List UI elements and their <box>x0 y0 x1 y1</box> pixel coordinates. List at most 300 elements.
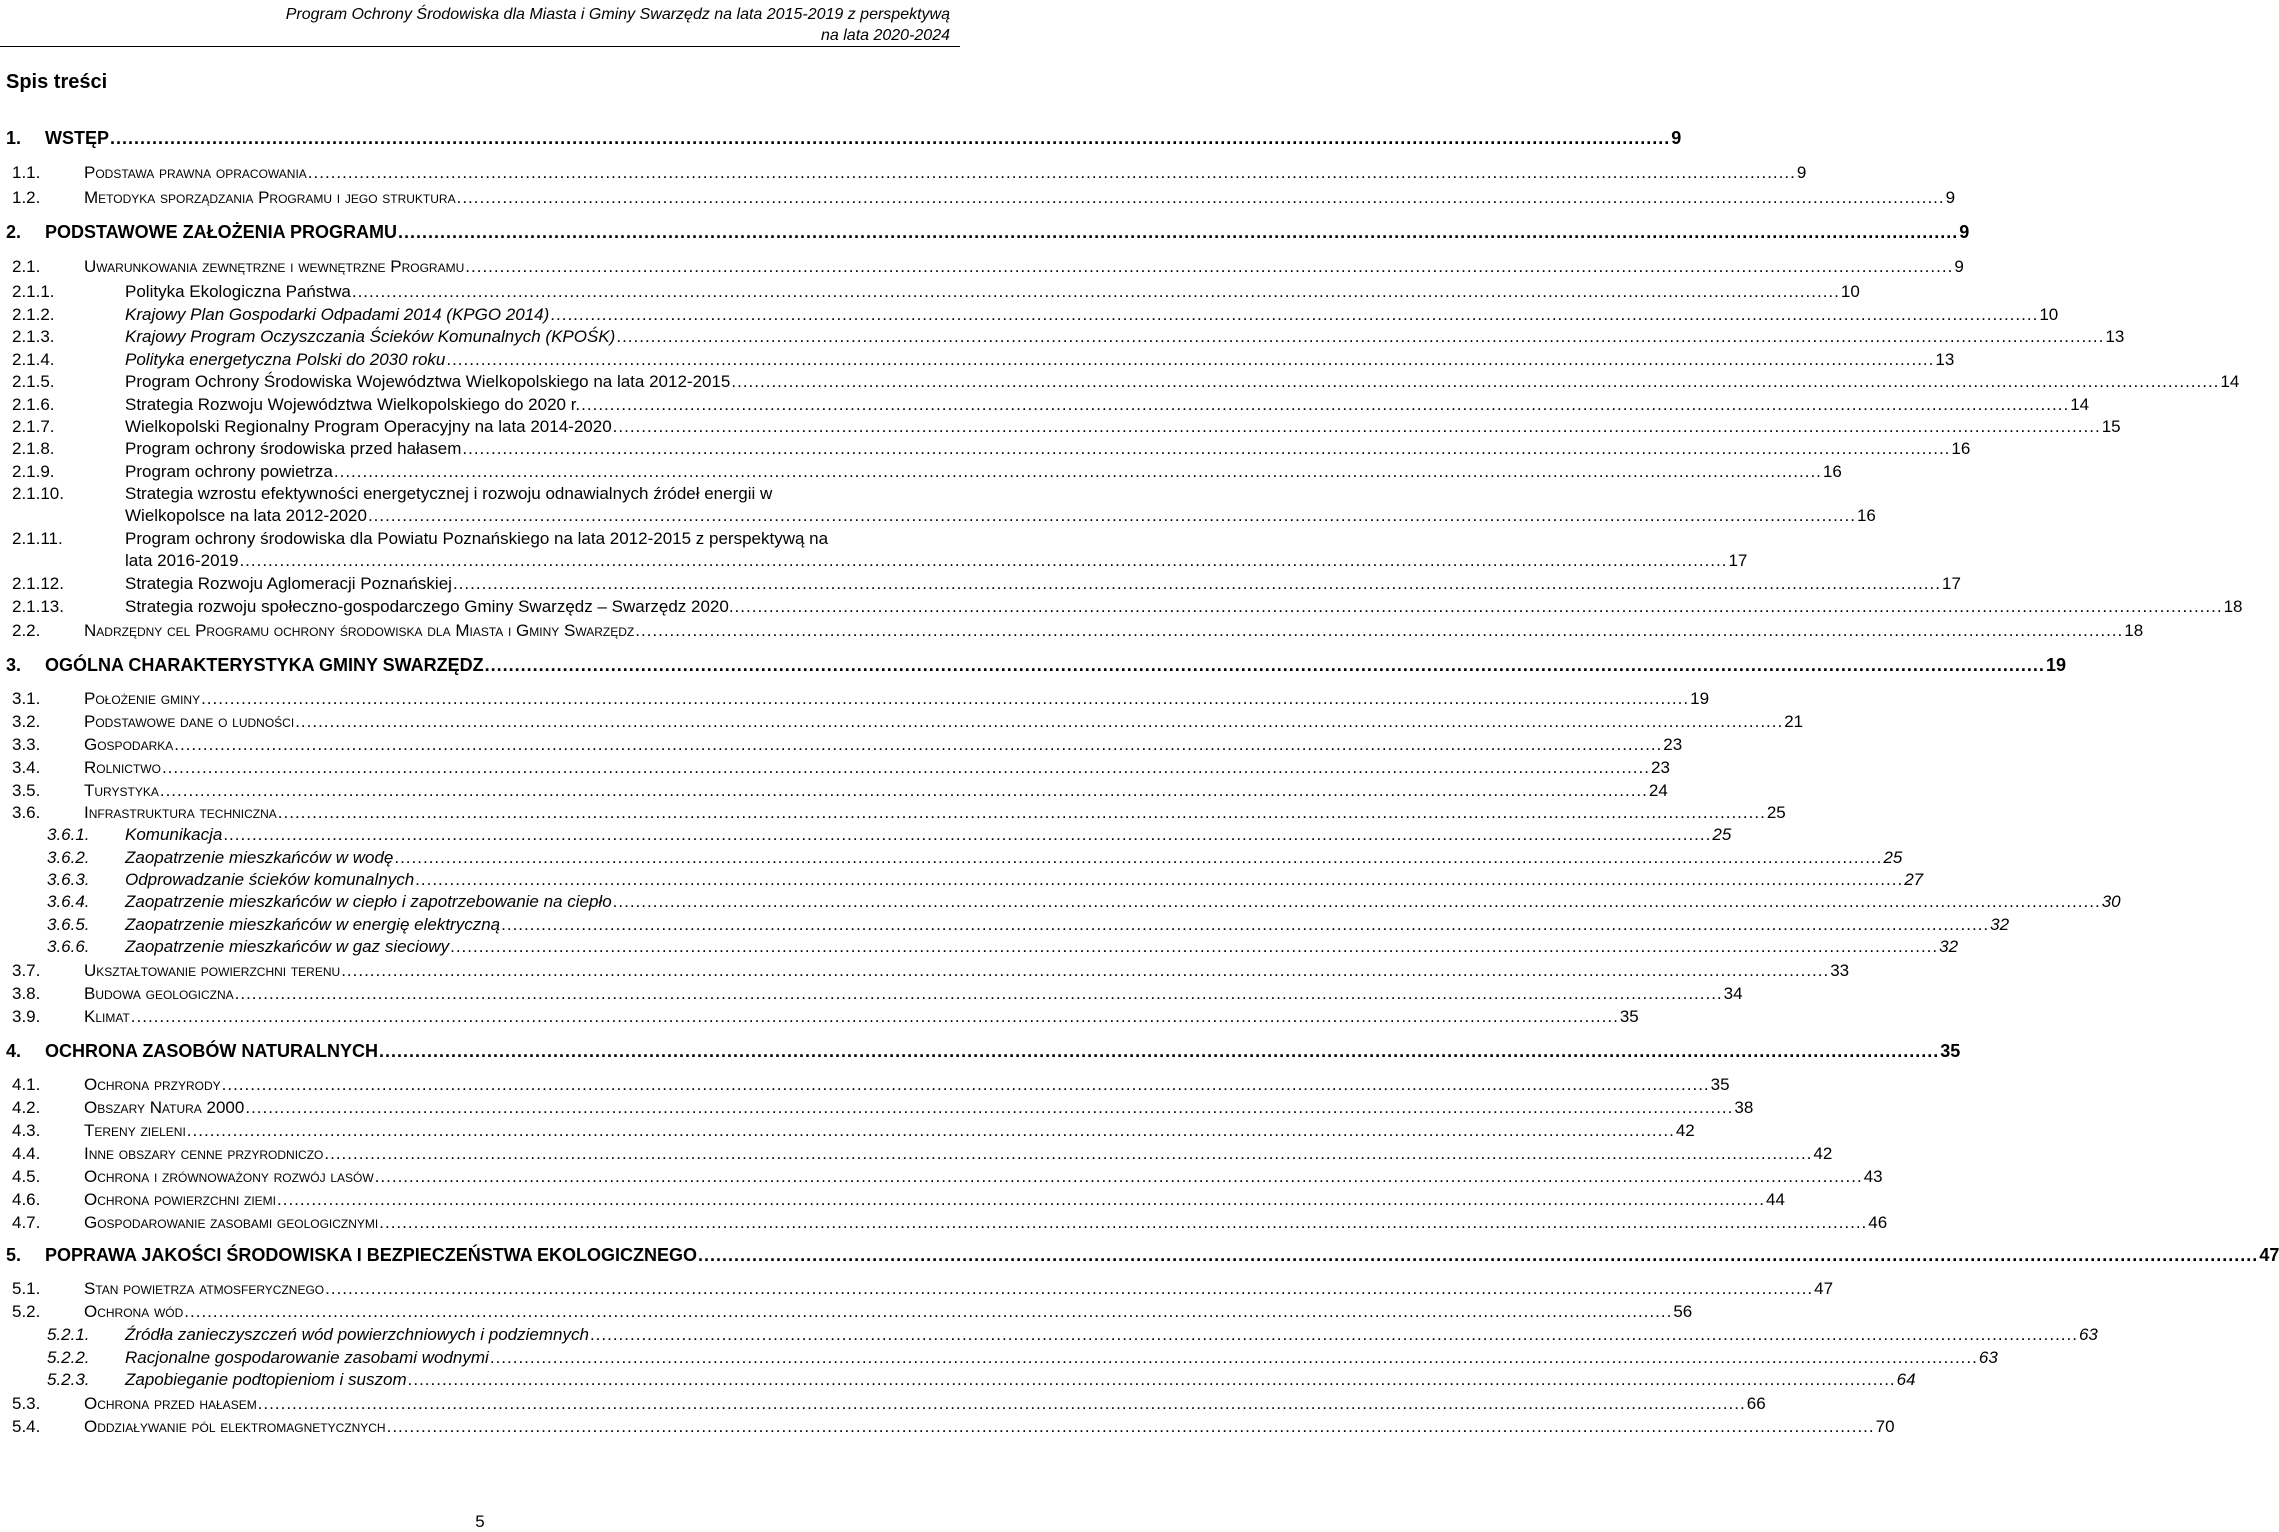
toc-entry-title: Infrastruktura techniczna <box>84 803 277 822</box>
toc-entry-number: 2.1. <box>12 257 41 276</box>
toc-entry-title: Zaopatrzenie mieszkańców w gaz sieciowy <box>125 937 450 956</box>
toc-entry-number: 4.4. <box>12 1144 41 1163</box>
toc-entry[interactable] <box>0 483 1876 527</box>
toc-entry[interactable] <box>0 1006 1639 1028</box>
toc-entry-number: 5.2. <box>12 1302 41 1321</box>
toc-entry[interactable] <box>0 802 1786 824</box>
toc-entry-number: 5.2.3. <box>47 1370 90 1389</box>
toc-entry-body <box>125 936 1959 958</box>
toc-entry-title: Stan powietrza atmosferycznego <box>84 1279 325 1298</box>
toc-entry-page: 38 <box>1734 1098 1754 1117</box>
toc-entry-number: 3.6.2. <box>47 848 90 867</box>
toc-entry-page: 25 <box>1766 803 1786 822</box>
toc-entry[interactable] <box>0 1166 1883 1188</box>
toc-leader-dots: .................................................................................................................................................................................................................................................................... <box>394 848 1883 867</box>
header-line-2: na lata 2020-2024 <box>821 27 950 44</box>
toc-leader-dots: .................................................................................................................................................................................................................................................................... <box>446 350 1935 369</box>
toc-entry[interactable] <box>0 461 1842 483</box>
toc-leader-dots: .................................................................................................................................................................................................................................................................... <box>130 1007 1619 1026</box>
toc-entry-page: 44 <box>1766 1190 1785 1209</box>
toc-entry-body <box>84 780 1668 802</box>
toc-entry-number: 3.3. <box>12 735 41 754</box>
toc-entry-body <box>125 824 1732 846</box>
toc-leader-dots: .................................................................................................................................................................................................................................................................... <box>484 655 2045 675</box>
toc-leader-dots: .................................................................................................................................................................................................................................................................... <box>186 1121 1675 1140</box>
toc-entry-page: 66 <box>1746 1394 1766 1413</box>
toc-entry-number: 3.1. <box>12 689 41 708</box>
toc-entry-number: 2.1.7. <box>12 417 55 436</box>
toc-entry-body <box>84 757 1670 779</box>
toc-entry-page: 46 <box>1868 1213 1888 1232</box>
toc-entry-body <box>125 847 1903 869</box>
toc-entry-number: 5.3. <box>12 1394 41 1413</box>
toc-leader-dots: .................................................................................................................................................................................................................................................................... <box>161 758 1650 777</box>
toc-entry-body <box>125 1369 1916 1391</box>
toc-entry-title: Komunikacja <box>125 825 223 844</box>
toc-leader-dots: .................................................................................................................................................................................................................................................................... <box>110 128 1671 148</box>
toc-entry-number: 3.6.4. <box>47 892 90 911</box>
toc-entry-page: 17 <box>1941 574 1961 593</box>
toc-entry[interactable] <box>0 1212 1888 1234</box>
toc-entry-title: Podstawowe dane o ludności <box>84 712 295 731</box>
toc-entry[interactable] <box>0 281 1860 303</box>
toc-entry-title: Budowa geologiczna <box>84 984 234 1003</box>
toc-entry-page: 56 <box>1673 1302 1693 1321</box>
toc-entry-title: Tereny zieleni <box>84 1121 186 1140</box>
toc-entry-page: 19 <box>2045 655 2066 675</box>
toc-entry-page: 9 <box>1945 188 1956 207</box>
toc-leader-dots: .................................................................................................................................................................................................................................................................... <box>351 282 1840 301</box>
toc-entry-number: 3.6.1. <box>47 825 90 844</box>
toc-entry-title: lata 2016-2019 <box>125 551 239 570</box>
toc-entry-body <box>125 1347 1998 1369</box>
toc-entry-body <box>45 1040 1961 1062</box>
toc-entry-number: 2. <box>6 222 22 242</box>
toc-entry[interactable] <box>0 780 1668 802</box>
toc-entry-page: 35 <box>1940 1041 1961 1061</box>
toc-entry-number: 1.2. <box>12 188 41 207</box>
toc-entry-number: 2.1.11. <box>12 529 63 548</box>
toc-entry-title: Program ochrony środowiska przed hałasem <box>125 439 462 458</box>
toc-entry-body <box>84 256 1964 278</box>
toc-entry-page: 63 <box>1978 1348 1998 1367</box>
toc-entry-title: Zapobieganie podtopieniom i suszom <box>125 1370 407 1389</box>
toc-entry-number: 3.9. <box>12 1007 41 1026</box>
toc-entry-number: 1. <box>6 128 22 148</box>
toc-leader-dots: .................................................................................................................................................................................................................................................................... <box>277 803 1766 822</box>
toc-entry-body <box>125 505 1876 527</box>
toc-entry-number: 5.1. <box>12 1279 41 1298</box>
toc-entry-page: 9 <box>1671 128 1682 148</box>
toc-leader-dots: .................................................................................................................................................................................................................................................................... <box>550 305 2039 324</box>
toc-entry-body <box>125 438 1971 460</box>
toc-entry-body <box>45 127 1682 149</box>
toc-entry-number: 3.6. <box>12 803 41 822</box>
toc-entry-body <box>84 620 2144 642</box>
toc-entry-page: 14 <box>2070 395 2090 414</box>
toc-entry-title: Podstawa prawna opracowania <box>84 163 307 182</box>
toc-leader-dots: .................................................................................................................................................................................................................................................................... <box>501 915 1990 934</box>
toc-entry-title: Metodyka sporządzania Programu i jego struktura <box>84 188 456 207</box>
toc-entry-number: 5.2.2. <box>47 1348 90 1367</box>
toc-entry[interactable] <box>0 221 1970 243</box>
toc-entry-number: 3.2. <box>12 712 41 731</box>
toc-entry-body <box>84 802 1786 824</box>
toc-leader-dots: .................................................................................................................................................................................................................................................................... <box>698 1245 2259 1265</box>
toc-entry-body <box>84 1166 1883 1188</box>
toc-leader-dots: .................................................................................................................................................................................................................................................................... <box>465 257 1954 276</box>
toc-leader-dots: .................................................................................................................................................................................................................................................................... <box>234 984 1723 1003</box>
toc-entry-body <box>84 1097 1754 1119</box>
toc-entry-page: 25 <box>1712 825 1732 844</box>
toc-entry[interactable] <box>0 127 1682 149</box>
toc-leader-dots: .................................................................................................................................................................................................................................................................... <box>581 395 2070 414</box>
toc-entry-title: Zaopatrzenie mieszkańców w energię elektryczną <box>125 915 501 934</box>
header-rule <box>0 46 960 47</box>
toc-entry-number: 3.8. <box>12 984 41 1003</box>
toc-entry-title: Program ochrony powietrza <box>125 462 333 481</box>
toc-entry-title: WSTĘP <box>45 128 110 148</box>
toc-entry-body <box>84 711 1804 733</box>
toc-entry-title: PODSTAWOWE ZAŁOŻENIA PROGRAMU <box>45 222 397 242</box>
toc-entry-title: Uwarunkowania zewnętrzne i wewnętrzne Programu <box>84 257 465 276</box>
toc-entry-body <box>125 596 2243 618</box>
toc-entry-title: Oddziaływanie pól elektromagnetycznych <box>84 1417 386 1436</box>
toc-entry-page: 24 <box>1648 781 1668 800</box>
toc-entry[interactable] <box>0 256 1964 278</box>
toc-entry-page: 18 <box>2124 621 2144 640</box>
toc-entry-page: 32 <box>1939 937 1959 956</box>
toc-leader-dots: .................................................................................................................................................................................................................................................................... <box>257 1394 1746 1413</box>
toc-entry-number: 4.6. <box>12 1190 41 1209</box>
toc-leader-dots: .................................................................................................................................................................................................................................................................... <box>367 506 1856 525</box>
toc-leader-dots: .................................................................................................................................................................................................................................................................... <box>201 689 1690 708</box>
header-line-1: Program Ochrony Środowiska dla Miasta i Gminy Swarzędz na lata 2015-2019 z perspektywą <box>285 6 950 23</box>
toc-entry-body <box>84 1006 1639 1028</box>
toc-leader-dots: .................................................................................................................................................................................................................................................................... <box>378 1041 1940 1061</box>
toc-entry-body <box>125 349 1955 371</box>
toc-entry-page: 32 <box>1990 915 2010 934</box>
toc-entry-body <box>125 304 2059 326</box>
toc-entry[interactable] <box>0 304 2059 326</box>
toc-leader-dots: .................................................................................................................................................................................................................................................................... <box>407 1370 1896 1389</box>
toc-entry-number: 5. <box>6 1245 22 1265</box>
toc-entry-page: 15 <box>2101 417 2121 436</box>
toc-entry-number: 5.4. <box>12 1417 41 1436</box>
toc-entry[interactable] <box>0 824 1732 846</box>
toc-leader-dots: .................................................................................................................................................................................................................................................................... <box>415 870 1904 889</box>
toc-entry[interactable] <box>0 162 1807 184</box>
toc-entry-number: 2.1.5. <box>12 372 55 391</box>
toc-entry-number: 2.1.13. <box>12 597 64 616</box>
toc-entry[interactable] <box>0 1189 1785 1211</box>
toc-entry-page: 35 <box>1710 1075 1730 1094</box>
toc-leader-dots: .................................................................................................................................................................................................................................................................... <box>612 417 2101 436</box>
toc-entry-page: 25 <box>1883 848 1903 867</box>
toc-entry-page: 16 <box>1856 506 1876 525</box>
toc-entry-number: 2.1.10. <box>12 484 64 503</box>
toc-entry-title: Strategia rozwoju społeczno-gospodarczego Gminy Swarzędz – Swarzędz 2020. <box>125 597 734 616</box>
toc-entry-title: OGÓLNA CHARAKTERYSTYKA GMINY SWARZĘDZ <box>45 655 484 675</box>
toc-entry[interactable] <box>0 847 1903 869</box>
toc-leader-dots: .................................................................................................................................................................................................................................................................... <box>325 1279 1814 1298</box>
toc-entry-body <box>45 221 1970 243</box>
toc-entry-title: Ochrona przed hałasem <box>84 1394 257 1413</box>
toc-entry-body <box>125 1324 2098 1346</box>
toc-entry-body <box>125 869 1924 891</box>
toc-entry-body <box>125 550 1748 572</box>
toc-entry-page: 17 <box>1728 551 1748 570</box>
toc-entry-title: Ochrona powierzchni ziemi <box>84 1190 276 1209</box>
toc-leader-dots: .................................................................................................................................................................................................................................................................... <box>333 462 1822 481</box>
toc-entry-number: 3.6.3. <box>47 870 90 889</box>
toc-entry-title: Zaopatrzenie mieszkańców w ciepło i zapotrzebowanie na ciepło <box>125 892 612 911</box>
toc-entry-title: Polityka Ekologiczna Państwa <box>125 282 351 301</box>
toc-leader-dots: .................................................................................................................................................................................................................................................................... <box>616 327 2105 346</box>
toc-entry-title: Krajowy Plan Gospodarki Odpadami 2014 (KPGO 2014) <box>125 305 550 324</box>
toc-entry[interactable] <box>0 596 2243 618</box>
toc-entry[interactable] <box>0 1244 2279 1266</box>
toc-entry-title: Polityka energetyczna Polski do 2030 roku <box>125 350 446 369</box>
toc-entry[interactable] <box>0 1301 1693 1323</box>
toc-entry[interactable] <box>0 936 1959 958</box>
toc-entry-number: 1.1. <box>12 163 41 182</box>
toc-entry-number: 2.1.2. <box>12 305 55 324</box>
toc-entry-title: Turystyka <box>84 781 159 800</box>
toc-entry-body <box>84 1278 1834 1300</box>
toc-entry-body <box>45 1244 2279 1266</box>
toc-entry-number: 3.5. <box>12 781 41 800</box>
toc-entry-body <box>84 960 1850 982</box>
toc-entry-page: 13 <box>1935 350 1955 369</box>
toc-entry-number: 3.7. <box>12 961 41 980</box>
toc-entry-number: 3. <box>6 655 22 675</box>
toc-entry[interactable] <box>0 1369 1916 1391</box>
toc-entry-title: Ukształtowanie powierzchni terenu <box>84 961 341 980</box>
toc-entry[interactable] <box>0 891 2121 913</box>
toc-entry-title: Wielkopolski Regionalny Program Operacyjny na lata 2014-2020 <box>125 417 612 436</box>
toc-leader-dots: .................................................................................................................................................................................................................................................................... <box>239 551 1728 570</box>
toc-entry-number: 2.1.8. <box>12 439 55 458</box>
toc-entry[interactable] <box>0 371 2240 393</box>
toc-entry-title: Klimat <box>84 1007 130 1026</box>
toc-entry-title-line-1: Strategia wzrostu efektywności energetycznej i rozwoju odnawialnych źródeł energii w <box>125 484 773 503</box>
toc-entry-number: 4.3. <box>12 1121 41 1140</box>
toc-leader-dots: .................................................................................................................................................................................................................................................................... <box>612 892 2101 911</box>
toc-entry-title: Ochrona wód <box>84 1302 184 1321</box>
toc-entry[interactable] <box>0 438 1971 460</box>
toc-entry[interactable] <box>0 416 2121 438</box>
toc-entry[interactable] <box>0 187 1956 209</box>
toc-entry-body <box>125 371 2240 393</box>
toc-entry-number: 3.6.5. <box>47 915 90 934</box>
toc-entry-title: Wielkopolsce na lata 2012-2020 <box>125 506 367 525</box>
toc-entry-page: 9 <box>1796 163 1807 182</box>
toc-entry-page: 9 <box>1954 257 1964 276</box>
toc-entry-body <box>84 1393 1766 1415</box>
toc-leader-dots: .................................................................................................................................................................................................................................................................... <box>374 1167 1863 1186</box>
toc-entry-page: 35 <box>1619 1007 1639 1026</box>
toc-entry[interactable] <box>0 1120 1695 1142</box>
toc-entry-title-line-1: Program ochrony środowiska dla Powiatu Poznańskiego na lata 2012-2015 z perspektywą na <box>125 529 829 548</box>
toc-entry-title: Rolnictwo <box>84 758 161 777</box>
toc-entry-number: 2.1.9. <box>12 462 55 481</box>
toc-entry-title: POPRAWA JAKOŚCI ŚRODOWISKA I BEZPIECZEŃSTWA EKOLOGICZNEGO <box>45 1245 698 1265</box>
toc-entry-title: Źródła zanieczyszczeń wód powierzchniowych i podziemnych <box>125 1325 589 1344</box>
toc-entry[interactable] <box>0 914 2010 936</box>
toc-entry-page: 27 <box>1904 870 1924 889</box>
toc-entry-body <box>125 573 1961 595</box>
toc-entry-number: 2.1.6. <box>12 395 55 414</box>
toc-entry[interactable] <box>0 734 1683 756</box>
toc-entry-title: Odprowadzanie ścieków komunalnych <box>125 870 415 889</box>
toc-entry-title: Obszary Natura 2000 <box>84 1098 245 1117</box>
toc-entry-body <box>84 1301 1693 1323</box>
toc-entry-number: 2.1.12. <box>12 574 64 593</box>
toc-entry-number: 2.1.3. <box>12 327 55 346</box>
toc-entry-body <box>45 654 2066 676</box>
toc-entry[interactable] <box>0 1097 1754 1119</box>
toc-entry-number: 5.2.1. <box>47 1325 90 1344</box>
toc-entry-body <box>84 1212 1888 1234</box>
toc-entry-number: 2.2. <box>12 621 41 640</box>
toc-entry-page: 47 <box>2259 1245 2279 1265</box>
toc-entry-number: 3.4. <box>12 758 41 777</box>
toc-leader-dots: .................................................................................................................................................................................................................................................................... <box>462 439 1951 458</box>
toc-entry[interactable] <box>0 528 1748 572</box>
toc-leader-dots: .................................................................................................................................................................................................................................................................... <box>295 712 1784 731</box>
toc-entry-page: 43 <box>1863 1167 1883 1186</box>
toc-entry[interactable] <box>0 1143 1833 1165</box>
toc-leader-dots: .................................................................................................................................................................................................................................................................... <box>386 1417 1875 1436</box>
toc-entry[interactable] <box>0 573 1961 595</box>
toc-entry-page: 23 <box>1663 735 1683 754</box>
toc-entry-body <box>84 1120 1695 1142</box>
page-number: 5 <box>475 1512 485 1531</box>
toc-entry-number: 3.6.6. <box>47 937 90 956</box>
toc-leader-dots: .................................................................................................................................................................................................................................................................... <box>489 1348 1978 1367</box>
toc-entry-number: 4. <box>6 1041 22 1061</box>
toc-entry-body <box>125 416 2121 438</box>
toc-entry-body <box>84 734 1683 756</box>
toc-entry-page: 33 <box>1830 961 1850 980</box>
toc-leader-dots: .................................................................................................................................................................................................................................................................... <box>324 1144 1813 1163</box>
toc-leader-dots: .................................................................................................................................................................................................................................................................... <box>184 1302 1673 1321</box>
toc-entry-number: 2.1.4. <box>12 350 55 369</box>
toc-entry[interactable] <box>0 1040 1961 1062</box>
toc-entry-body <box>84 162 1807 184</box>
toc-entry[interactable] <box>0 960 1850 982</box>
toc-entry[interactable] <box>0 1347 1998 1369</box>
toc-entry-body <box>125 891 2121 913</box>
toc-entry[interactable] <box>0 349 1955 371</box>
toc-leader-dots: .................................................................................................................................................................................................................................................................... <box>223 825 1712 844</box>
toc-entry-body <box>84 187 1956 209</box>
toc-entry[interactable] <box>0 1074 1730 1096</box>
toc-leader-dots: .................................................................................................................................................................................................................................................................... <box>159 781 1648 800</box>
toc-entry-title: Inne obszary cenne przyrodniczo <box>84 1144 324 1163</box>
toc-entry[interactable] <box>0 620 2144 642</box>
toc-entry-page: 42 <box>1675 1121 1695 1140</box>
toc-leader-dots: .................................................................................................................................................................................................................................................................... <box>589 1325 2078 1344</box>
toc-entry[interactable] <box>0 711 1804 733</box>
toc-title: Spis treści <box>6 71 108 93</box>
toc-leader-dots: .................................................................................................................................................................................................................................................................... <box>635 621 2124 640</box>
toc-leader-dots: .................................................................................................................................................................................................................................................................... <box>452 574 1941 593</box>
toc-entry-number: 4.7. <box>12 1213 41 1232</box>
toc-entry-page: 70 <box>1875 1417 1895 1436</box>
toc-entry-page: 23 <box>1650 758 1670 777</box>
toc-entry-page: 42 <box>1813 1144 1833 1163</box>
toc-leader-dots: .................................................................................................................................................................................................................................................................... <box>174 735 1663 754</box>
toc-entry-title: Ochrona przyrody <box>84 1075 221 1094</box>
toc-entry-page: 13 <box>2105 327 2125 346</box>
toc-entry-title: Strategia Rozwoju Aglomeracji Poznańskiej <box>125 574 452 593</box>
toc-entry-title: Gospodarowanie zasobami geologicznymi <box>84 1213 379 1232</box>
toc-entry-page: 10 <box>2039 305 2059 324</box>
toc-entry-page: 9 <box>1959 222 1970 242</box>
toc-entry-body <box>84 1416 1895 1438</box>
toc-entry[interactable] <box>0 394 2090 416</box>
toc-entry[interactable] <box>0 1416 1895 1438</box>
toc-entry-number: 4.2. <box>12 1098 41 1117</box>
toc-leader-dots: .................................................................................................................................................................................................................................................................... <box>734 597 2223 616</box>
toc-entry-page: 10 <box>1840 282 1860 301</box>
toc-entry-title: Strategia Rozwoju Województwa Wielkopolskiego do 2020 r. <box>125 395 581 414</box>
toc-entry[interactable] <box>0 1278 1834 1300</box>
toc-entry-title: Nadrzędny cel Programu ochrony środowiska dla Miasta i Gminy Swarzędz <box>84 621 635 640</box>
toc-leader-dots: .................................................................................................................................................................................................................................................................... <box>456 188 1945 207</box>
toc-entry[interactable] <box>0 869 1924 891</box>
document-header <box>0 4 950 46</box>
toc-entry-number: 4.5. <box>12 1167 41 1186</box>
toc-entry-page: 18 <box>2223 597 2243 616</box>
toc-entry-body <box>84 1143 1833 1165</box>
toc-leader-dots: .................................................................................................................................................................................................................................................................... <box>277 1190 1766 1209</box>
toc-entry-title: Racjonalne gospodarowanie zasobami wodnymi <box>125 1348 489 1367</box>
toc-leader-dots: .................................................................................................................................................................................................................................................................... <box>379 1213 1868 1232</box>
toc-leader-dots: .................................................................................................................................................................................................................................................................... <box>341 961 1830 980</box>
toc-leader-dots: .................................................................................................................................................................................................................................................................... <box>397 222 1959 242</box>
toc-leader-dots: .................................................................................................................................................................................................................................................................... <box>450 937 1939 956</box>
toc-entry[interactable] <box>0 757 1670 779</box>
toc-entry[interactable] <box>0 688 1710 710</box>
toc-entry-body <box>125 914 2010 936</box>
toc-entry-page: 34 <box>1723 984 1743 1003</box>
toc-leader-dots: .................................................................................................................................................................................................................................................................... <box>221 1075 1710 1094</box>
toc-leader-dots: .................................................................................................................................................................................................................................................................... <box>245 1098 1734 1117</box>
toc-entry-body <box>125 461 1842 483</box>
toc-entry-title: Program Ochrony Środowiska Województwa Wielkopolskiego na lata 2012-2015 <box>125 372 731 391</box>
toc-entry-body <box>125 326 2125 348</box>
toc-entry-title: OCHRONA ZASOBÓW NATURALNYCH <box>45 1041 378 1061</box>
toc-entry-title: Zaopatrzenie mieszkańców w wodę <box>125 848 394 867</box>
toc-entry-page: 47 <box>1814 1279 1834 1298</box>
toc-entry-page: 64 <box>1896 1370 1916 1389</box>
toc-entry-page: 14 <box>2220 372 2240 391</box>
toc-entry-title: Położenie gminy <box>84 689 201 708</box>
toc-entry-page: 30 <box>2101 892 2121 911</box>
toc-entry[interactable] <box>0 654 2066 676</box>
toc-entry-number: 4.1. <box>12 1075 41 1094</box>
toc-leader-dots: .................................................................................................................................................................................................................................................................... <box>307 163 1796 182</box>
toc-entry[interactable] <box>0 1324 2098 1346</box>
toc-entry[interactable] <box>0 983 1743 1005</box>
toc-entry-body <box>125 281 1860 303</box>
toc-entry[interactable] <box>0 326 2125 348</box>
toc-entry[interactable] <box>0 1393 1766 1415</box>
toc-entry-body <box>84 983 1743 1005</box>
